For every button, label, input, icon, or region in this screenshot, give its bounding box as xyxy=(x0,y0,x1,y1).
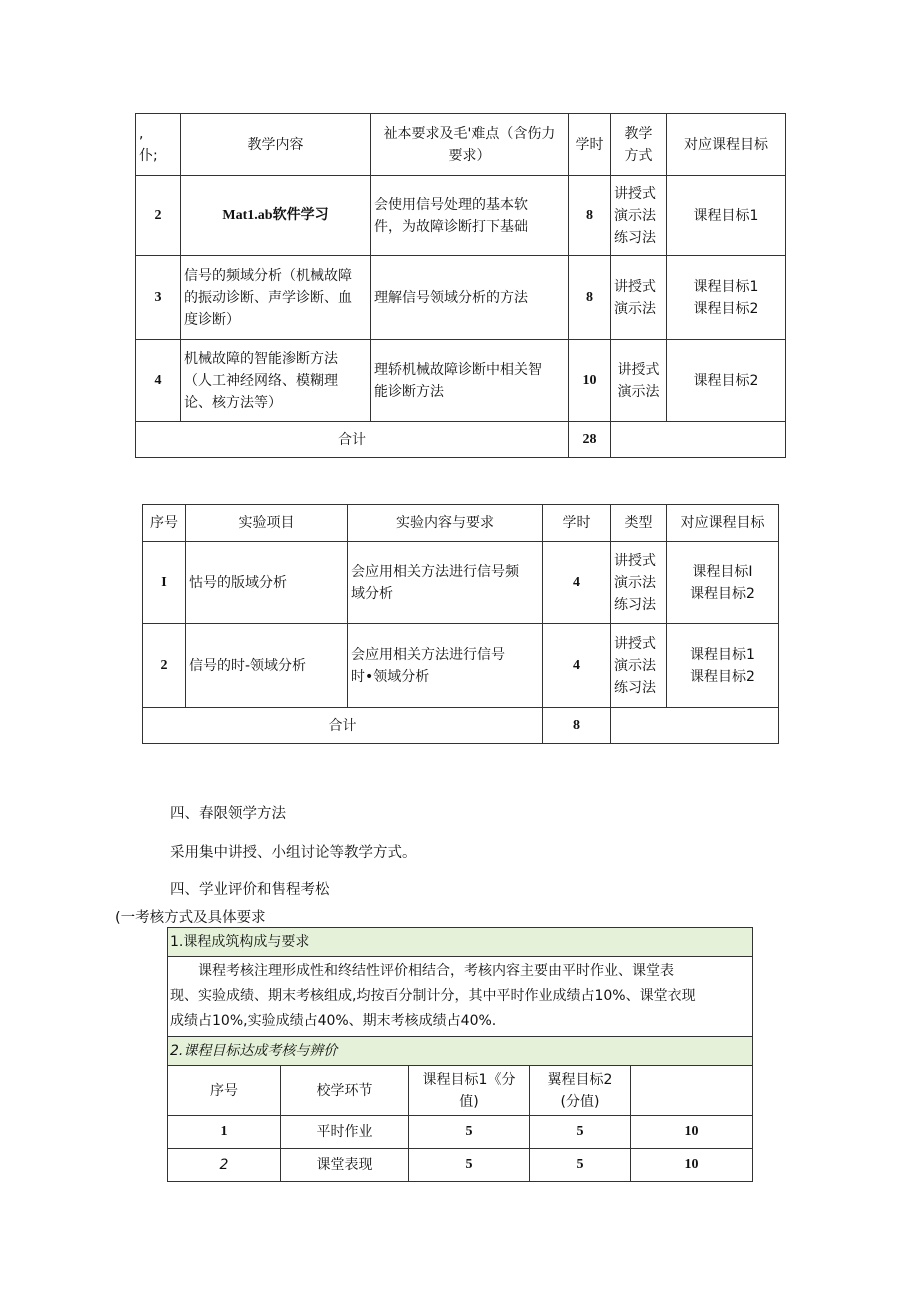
method-description: 采用集中讲授、小组讨论等教学方式。 xyxy=(170,845,417,861)
row-seq: 3 xyxy=(136,256,181,340)
header-goal1: 课程目标1《分 值) xyxy=(409,1066,530,1116)
row-hours: 8 xyxy=(569,176,611,256)
header-content: 教学内容 xyxy=(181,114,371,176)
row-content: 会应用相关方法进行信号频 域分析 xyxy=(348,542,543,624)
row-goal2: 5 xyxy=(530,1149,631,1182)
header-seq: 序号 xyxy=(143,505,186,542)
total-row xyxy=(143,708,779,744)
header-goal: 对应课程目标 xyxy=(667,505,779,542)
row-stage: 平时作业 xyxy=(281,1116,409,1149)
table-header-row xyxy=(143,505,779,542)
row-seq: 1 xyxy=(168,1116,281,1149)
row-content: 信号的频域分析（机械故障 的振动诊断、声学诊断、血 度诊断） xyxy=(181,256,371,340)
row-method: 讲授式 演示法 练习法 xyxy=(611,176,667,256)
row-goal: 课程目标2 xyxy=(667,340,786,422)
row-requirement: 理解信号领域分析的方法 xyxy=(371,256,569,340)
total-empty xyxy=(611,422,786,458)
row-goal: 课程目标I 课程目标2 xyxy=(667,542,779,624)
row-goal1: 5 xyxy=(409,1116,530,1149)
table-row xyxy=(136,340,786,422)
row-content: 机械故障的智能渗断方法 （人工神经网络、模糊理 论、核方法等） xyxy=(181,340,371,422)
total-label: 合计 xyxy=(136,422,569,458)
assessment-table xyxy=(167,927,753,1182)
row-seq: 2 xyxy=(136,176,181,256)
total-label: 合计 xyxy=(143,708,543,744)
row-content: Mat1.ab软件学习 xyxy=(181,176,371,256)
row-goal: 课程目标1 课程目标2 xyxy=(667,256,786,340)
header-seq: 序号 xyxy=(168,1066,281,1116)
header-hours: 学时 xyxy=(543,505,611,542)
row-hours: 4 xyxy=(543,624,611,708)
header-method: 教学 方式 xyxy=(611,114,667,176)
row-total: 10 xyxy=(631,1149,753,1182)
header-goal: 对应课程目标 xyxy=(667,114,786,176)
row-project: 信号的时-领域分析 xyxy=(186,624,348,708)
total-hours: 28 xyxy=(569,422,611,458)
goal-title-row xyxy=(168,1037,753,1066)
table-row xyxy=(143,542,779,624)
row-hours: 4 xyxy=(543,542,611,624)
goal-assessment-title: 2.课程目标达成考核与辨价 xyxy=(168,1037,753,1066)
grade-text-row xyxy=(168,957,753,1037)
grade-composition-title: 1.课程成筑构成与要求 xyxy=(168,928,753,957)
row-hours: 8 xyxy=(569,256,611,340)
row-seq: 2 xyxy=(143,624,186,708)
row-project: 怙号的版域分析 xyxy=(186,542,348,624)
table-row xyxy=(168,1149,753,1182)
header-seq: , 仆; xyxy=(136,114,181,176)
subsection-title-assessment: (一考核方式及具体要求 xyxy=(115,910,266,926)
row-seq: 4 xyxy=(136,340,181,422)
row-hours: 10 xyxy=(569,340,611,422)
row-seq: 2 xyxy=(168,1149,281,1182)
row-type: 讲授式 演示法 练习法 xyxy=(611,624,667,708)
row-total: 10 xyxy=(631,1116,753,1149)
row-seq: I xyxy=(143,542,186,624)
table-header-row xyxy=(136,114,786,176)
header-project: 实验项目 xyxy=(186,505,348,542)
row-goal2: 5 xyxy=(530,1116,631,1149)
table-row xyxy=(143,624,779,708)
header-goal2: 翼程目标2 (分值) xyxy=(530,1066,631,1116)
experiment-table xyxy=(142,504,779,744)
row-method: 讲授式 演示法 xyxy=(611,340,667,422)
row-method: 讲授式 演示法 xyxy=(611,256,667,340)
teaching-content-table xyxy=(135,113,786,458)
section-title-method: 四、春限领学方法 xyxy=(170,806,286,822)
row-stage: 课堂表现 xyxy=(281,1149,409,1182)
total-empty xyxy=(611,708,779,744)
header-type: 类型 xyxy=(611,505,667,542)
row-content: 会应用相关方法进行信号 时•领域分析 xyxy=(348,624,543,708)
row-requirement: 理轿机械故障诊断中相关智 能诊断方法 xyxy=(371,340,569,422)
header-hours: 学时 xyxy=(569,114,611,176)
table-row xyxy=(168,1116,753,1149)
header-stage: 校学环节 xyxy=(281,1066,409,1116)
table-header-row xyxy=(168,1066,753,1116)
section-title-evaluation: 四、学业评价和售程考松 xyxy=(170,882,330,898)
header-content: 实验内容与要求 xyxy=(348,505,543,542)
table-row xyxy=(136,176,786,256)
total-hours: 8 xyxy=(543,708,611,744)
row-goal: 课程目标1 课程目标2 xyxy=(667,624,779,708)
row-goal1: 5 xyxy=(409,1149,530,1182)
grade-title-row xyxy=(168,928,753,957)
row-type: 讲授式 演示法 练习法 xyxy=(611,542,667,624)
row-requirement: 会使用信号处理的基本软 件，为故障诊断打下基础 xyxy=(371,176,569,256)
grade-composition-text: 课程考核注理形成性和终结性评价相结合，考核内容主要由平时作业、课堂表 现、实验成绩、期末考核组成,均按百分制计分，其中平时作业成绩占10%、课堂衣现 成绩占10%,实验成绩占40%、期末考核成绩占40%. xyxy=(168,957,753,1037)
total-row xyxy=(136,422,786,458)
table-row xyxy=(136,256,786,340)
row-goal: 课程目标1 xyxy=(667,176,786,256)
header-requirement: 祉本要求及毛'难点（含伤力 要求） xyxy=(371,114,569,176)
header-total xyxy=(631,1066,753,1116)
